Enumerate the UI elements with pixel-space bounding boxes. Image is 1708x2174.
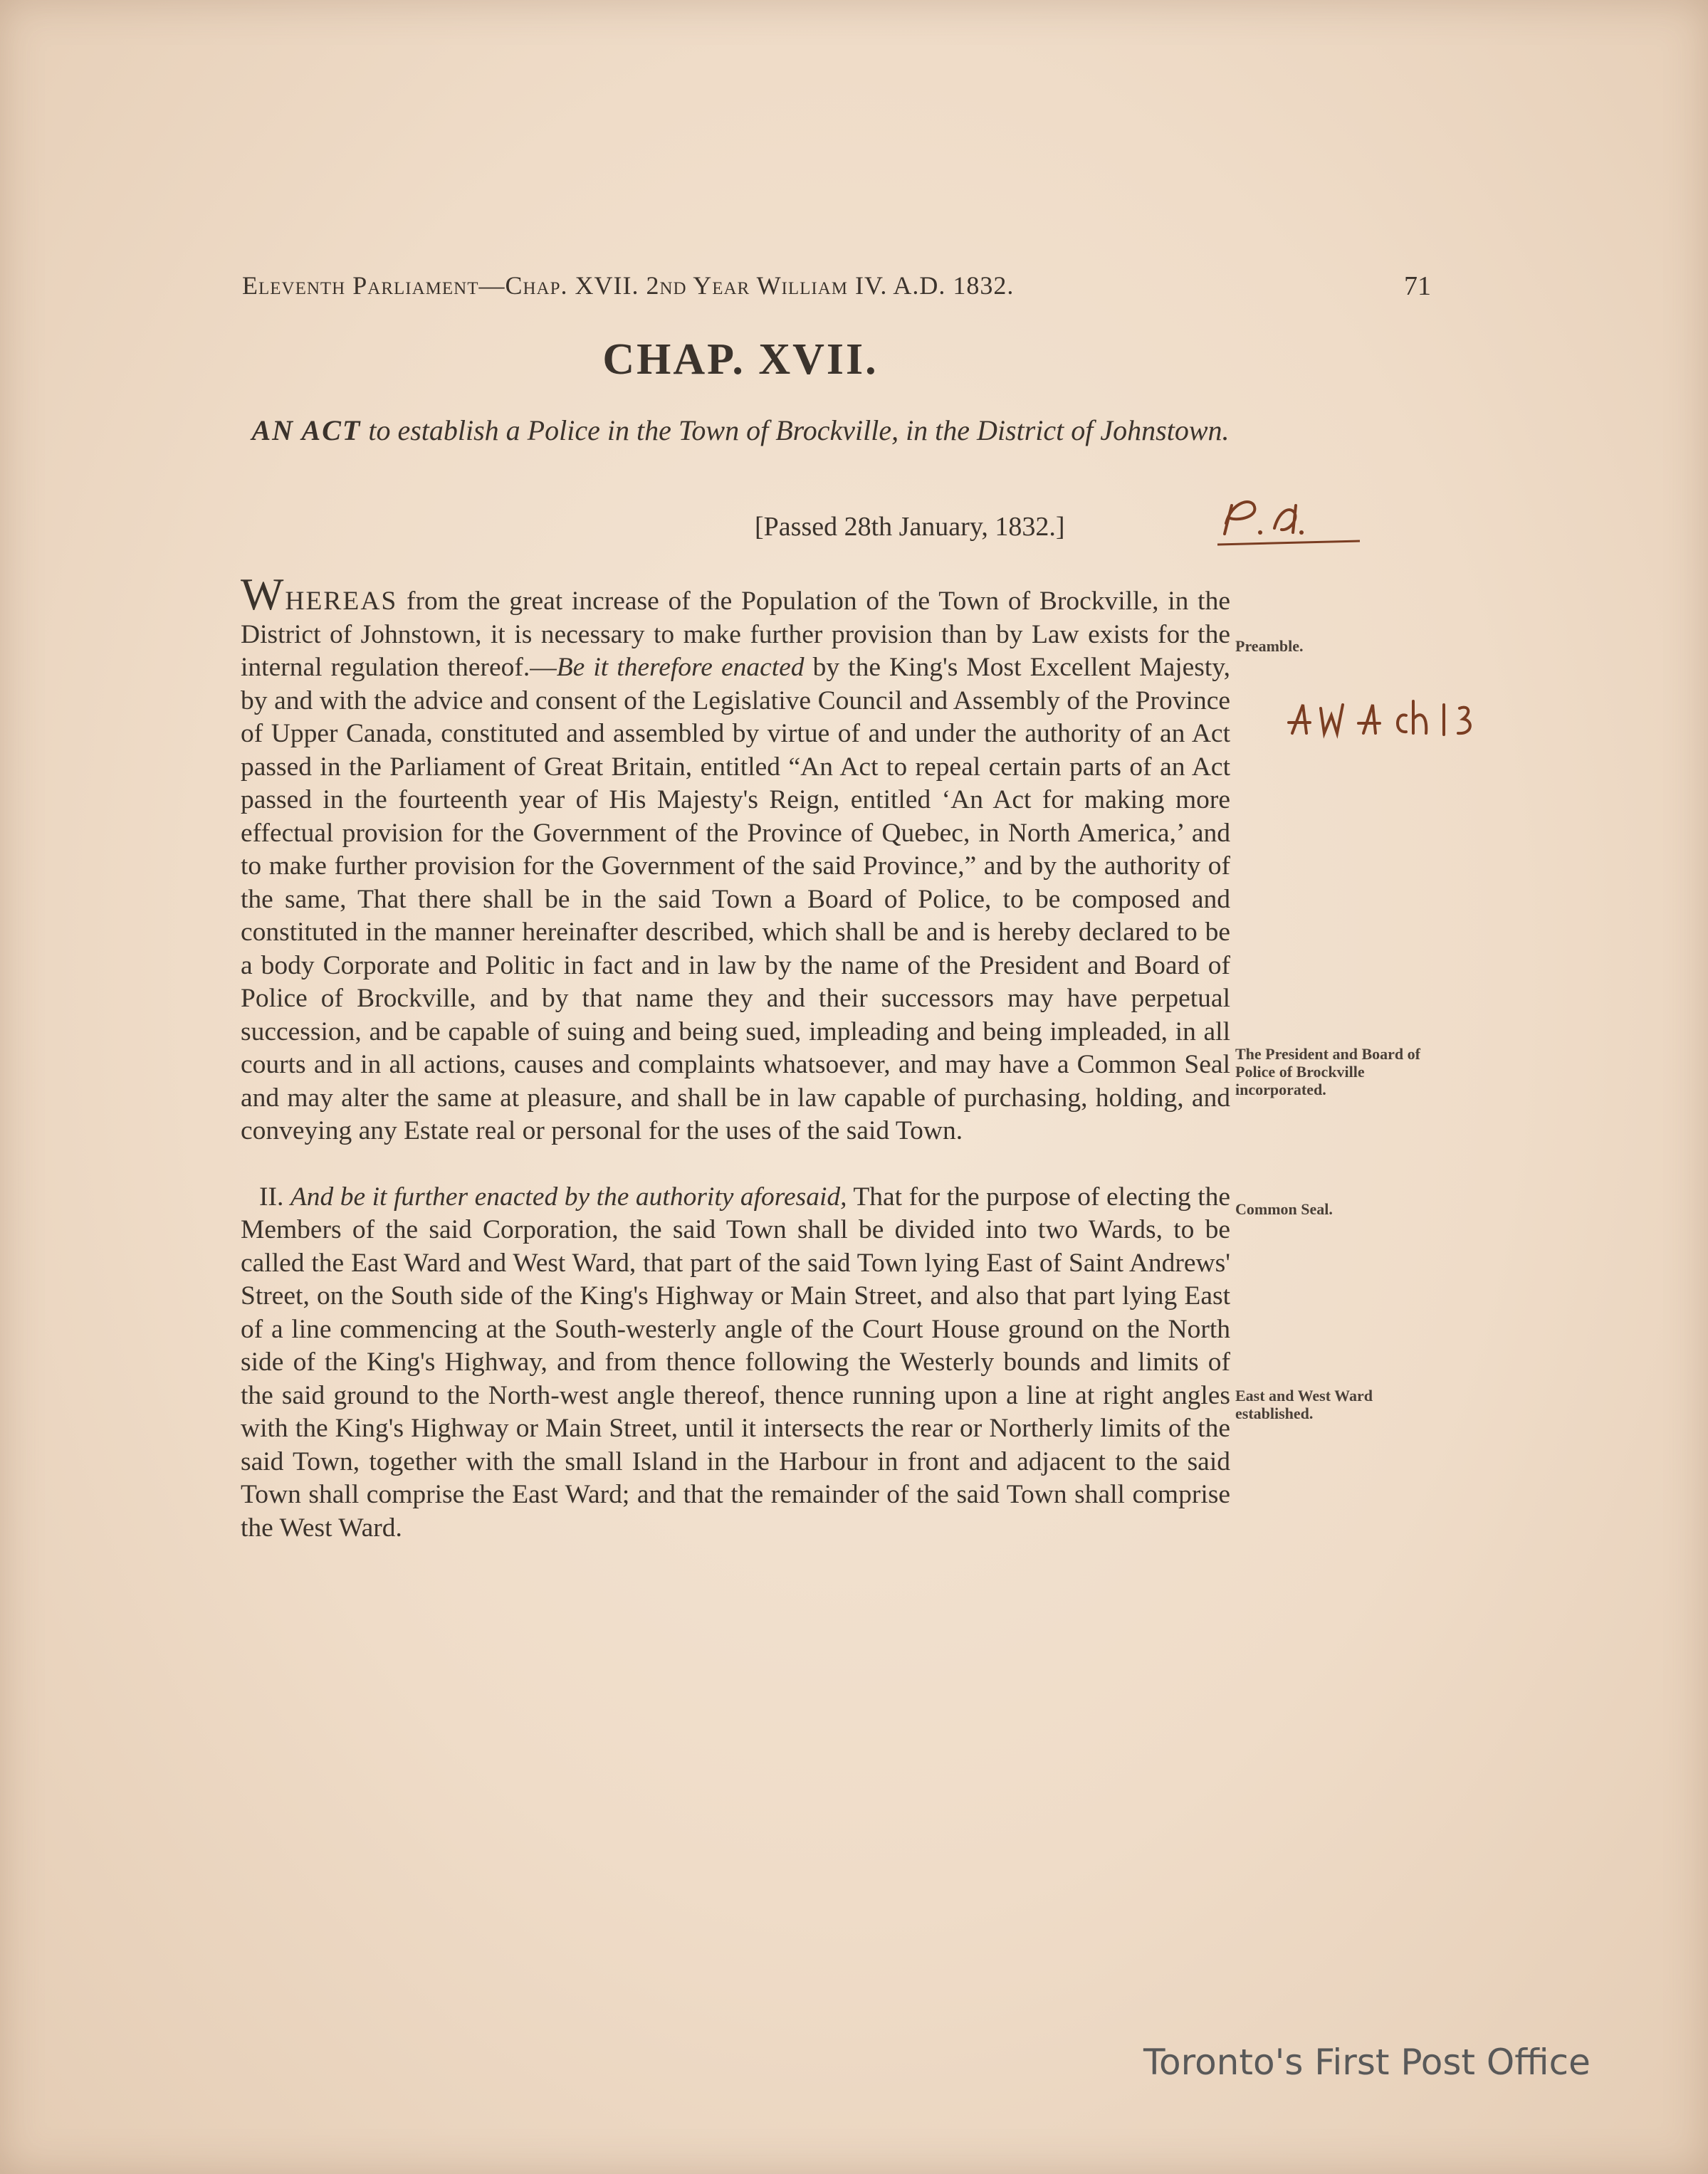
act-title-text: to establish a Police in the Town of Brockville, in the District of Johnstown. — [368, 414, 1230, 446]
page-number: 71 — [1404, 271, 1431, 301]
watermark: Toronto's First Post Office — [1143, 2042, 1591, 2083]
margin-note-common-seal: Common Seal. — [1235, 1200, 1333, 1218]
section-2-enacting: And be it further enacted by the authority aforesaid, — [290, 1182, 847, 1212]
chapter-title: CHAP. XVII. — [602, 335, 879, 384]
paragraph-section-2 — [241, 1181, 1230, 1545]
act-title-lead: AN ACT — [251, 414, 362, 446]
margin-note-preamble: Preamble. — [1235, 637, 1304, 655]
handwritten-note — [1282, 683, 1495, 762]
act-title — [235, 413, 1246, 448]
running-head-title: Eleventh Parliament—Chap. XVII. 2nd Year William IV. A.D. 1832. — [242, 271, 1015, 300]
enacting-clause: Be it therefore enacted — [556, 653, 805, 682]
margin-note-wards: East and West Ward established. — [1235, 1387, 1373, 1422]
section-2-text: That for the purpose of electing the Members of the said Corporation, the said Town shall be divided into two Wards, to be called the East Ward and West Ward, that part of the said Town lying East of Saint Andrews' Street, on the South side of the King's Highway or Main Street, and also that part lying East of a line commencing at the South-westerly angle of the Court House ground on the North side of the King's Highway, and from thence following the Westerly bounds and limits of the said ground to the North-west angle thereof, thence running upon a line at right angles with the King's Highway or Main Street, until it intersects the rear or Northerly limits of the said Town, together with the small Island in the Harbour in front and adjacent to the said Town shall comprise the East Ward; and that the remainder of the said Town shall comprise the West Ward. — [241, 1182, 1231, 1543]
act-body — [241, 569, 1231, 1545]
preamble-text-b: by the King's Most Excellent Majesty, by and with the advice and consent of the Legislative Council and Assembly of the Province of Upper Canada, constituted and assembled by virtue of and under the authority of an Act passed in the Parliament of Great Britain, entitled “An Act to repeal certain parts of an Act passed in the fourteenth year of His Majesty's Reign, entitled ‘An Act for making more effectual provision for the Government of the Province of Quebec, in North America,’ and to make further provision for the Government of the said Province,” and by the authority of the same, That there shall be in the said Town a Board of Police, to be composed and constituted in the manner hereinafter described, which shall be and is hereby declared to be a body Corporate and Politic in fact and in law by the name of the President and Board of Police of Brockville, and by that name they and their successors may have perpetual succession, and be capable of suing and being sued, impleading and being impleaded, in all courts and in all actions, causes and complaints whatsoever, and may have a Common Seal and may alter the same at pleasure, and shall be in law capable of purchasing, holding, and conveying any Estate real or personal for the uses of the said Town. — [241, 653, 1230, 1145]
drop-cap: W — [241, 569, 285, 619]
paragraph-preamble — [241, 569, 1230, 1148]
preamble-text-a: from the great increase of the Population of the Town of Brockville, in the District of Johnstown, it is necessary to make further provision than by Law exists for the internal regulation thereof.— — [241, 587, 1230, 682]
running-head — [242, 271, 1481, 313]
first-word: HEREAS — [285, 587, 398, 616]
handwritten-initials — [1210, 484, 1374, 562]
passed-date: [Passed 28th January, 1832.] — [755, 512, 1065, 542]
section-numeral: II. — [259, 1182, 284, 1212]
margin-note-incorporation: The President and Board of Police of Brockville incorporated. — [1235, 1045, 1420, 1098]
